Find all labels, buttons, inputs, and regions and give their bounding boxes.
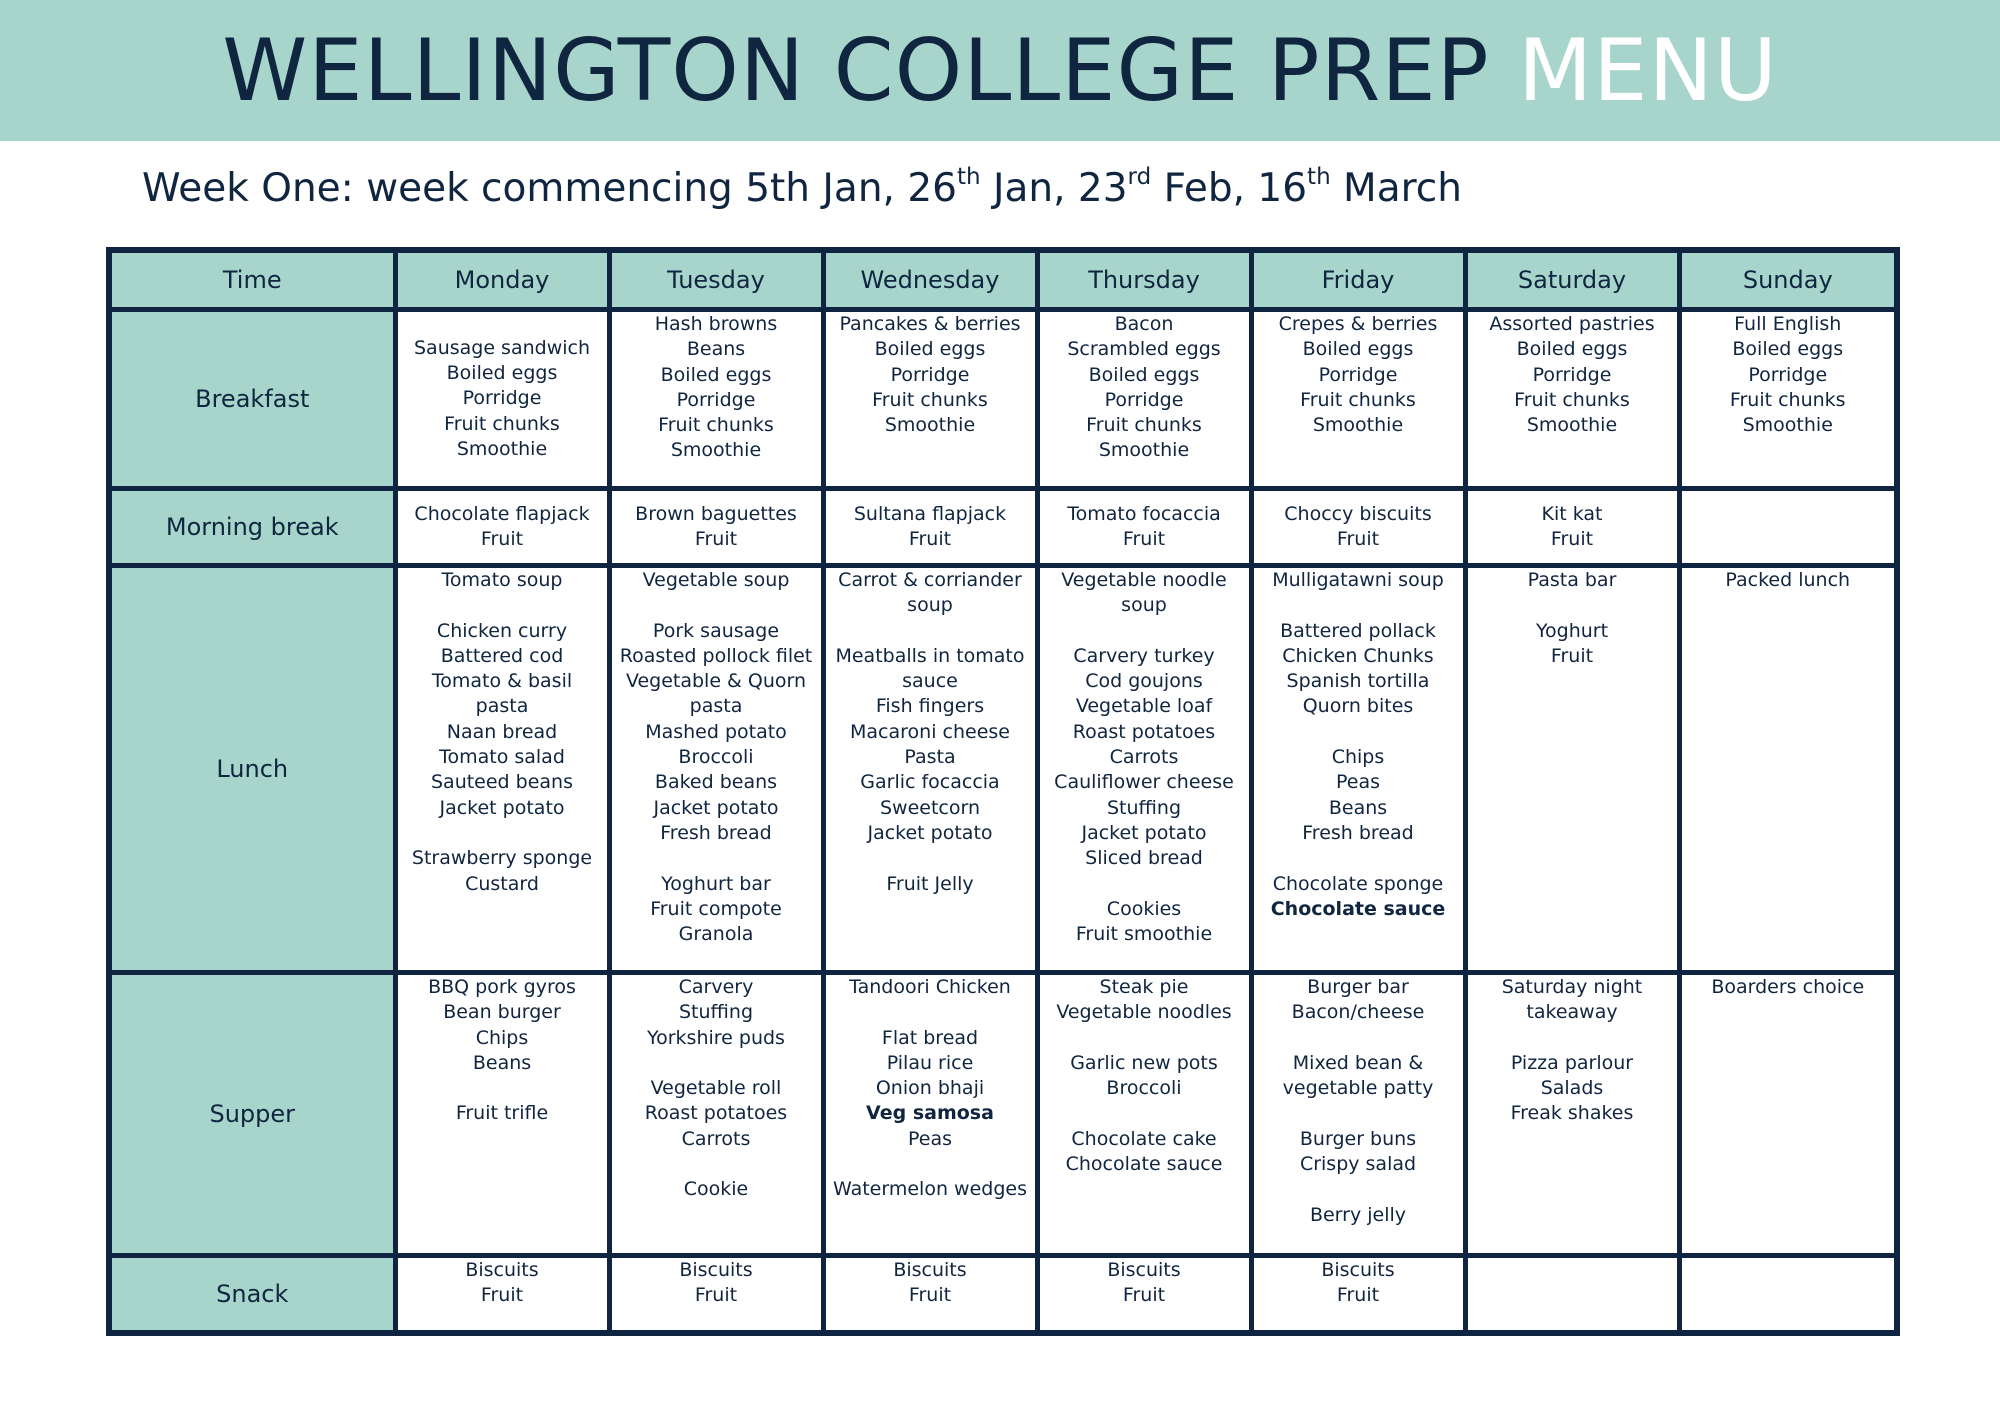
menu-item: Smoothie xyxy=(456,437,548,460)
menu-item: Fruit xyxy=(1336,1284,1380,1307)
menu-item: Biscuits xyxy=(1107,1259,1181,1281)
menu-item: Vegetable & Quorn xyxy=(625,670,807,693)
menu-item: Fruit Jelly xyxy=(886,872,974,895)
menu-item: Porridge xyxy=(1318,363,1398,386)
menu-item: Boiled eggs xyxy=(1732,338,1844,361)
menu-item xyxy=(826,1000,1035,1025)
menu-item: Bacon/cheese xyxy=(1291,1001,1425,1024)
week-subtitle xyxy=(142,166,1462,211)
menu-item: Custard xyxy=(465,872,539,895)
title-main: WELLINGTON COLLEGE PREP xyxy=(222,20,1518,121)
menu-item: Boarders choice xyxy=(1711,976,1865,998)
menu-item: Peas xyxy=(907,1127,952,1150)
menu-item xyxy=(1254,1177,1463,1202)
menu-item: Boiled eggs xyxy=(1302,338,1414,361)
menu-item: Pork sausage xyxy=(652,619,780,642)
menu-item xyxy=(398,593,607,618)
menu-item xyxy=(1254,720,1463,745)
menu-item: takeaway xyxy=(1526,1001,1618,1024)
menu-row-lunch xyxy=(109,566,1897,973)
menu-item: Mixed bean & xyxy=(1292,1051,1424,1074)
menu-item: sauce xyxy=(902,670,958,693)
menu-item: Stuffing xyxy=(678,1001,754,1024)
menu-item xyxy=(1468,593,1677,618)
menu-item: Beans xyxy=(1328,796,1388,819)
menu-item: Carvery turkey xyxy=(1073,644,1215,667)
menu-item: Salads xyxy=(1540,1077,1604,1100)
menu-item: Vegetable noodle xyxy=(1061,569,1227,591)
menu-item: Hash browns xyxy=(654,313,778,335)
menu-item: Biscuits xyxy=(1321,1259,1395,1281)
row-label: Lunch xyxy=(109,566,395,973)
menu-item xyxy=(612,846,821,871)
menu-item: Boiled eggs xyxy=(660,363,772,386)
menu-item: Yoghurt bar xyxy=(661,872,771,895)
menu-item: Fruit compote xyxy=(650,897,782,920)
menu-item: Chicken curry xyxy=(436,619,568,642)
header-saturday: Saturday xyxy=(1465,250,1679,310)
menu-item: Smoothie xyxy=(884,414,976,437)
menu-cell xyxy=(823,973,1037,1256)
menu-item: Fruit chunks xyxy=(1514,388,1630,411)
menu-item: Full English xyxy=(1734,313,1842,335)
menu-item: Tomato soup xyxy=(441,569,563,591)
menu-item xyxy=(1040,1026,1249,1051)
menu-item: Beans xyxy=(686,338,746,361)
subtitle-sup-3: th xyxy=(1307,164,1331,190)
menu-item: Roast potatoes xyxy=(1072,720,1216,743)
menu-item: soup xyxy=(907,594,953,617)
menu-item: Choccy biscuits xyxy=(1284,502,1432,525)
menu-cell xyxy=(395,489,609,566)
subtitle-lead: Week One: week commencing 5th Jan, 26 xyxy=(142,166,957,211)
menu-item: Crepes & berries xyxy=(1278,313,1438,335)
menu-item: Porridge xyxy=(1532,363,1612,386)
menu-item: Sauteed beans xyxy=(430,771,573,794)
menu-cell xyxy=(1037,566,1251,973)
menu-item: Fruit xyxy=(694,528,738,550)
header-time: Time xyxy=(109,250,395,310)
menu-item: Naan bread xyxy=(446,720,558,743)
menu-item: Fruit chunks xyxy=(1086,414,1202,437)
menu-item: Veg samosa xyxy=(866,1102,994,1125)
menu-item: Fruit xyxy=(908,528,952,550)
menu-item: Porridge xyxy=(462,387,542,410)
menu-item xyxy=(1468,1026,1677,1051)
menu-item: Chocolate flapjack xyxy=(414,502,590,525)
menu-item: Pancakes & berries xyxy=(839,313,1021,335)
header-row xyxy=(109,250,1897,310)
menu-item: Vegetable soup xyxy=(642,569,790,591)
menu-item: Fruit xyxy=(908,1284,952,1307)
menu-item: Boiled eggs xyxy=(874,338,986,361)
menu-item: Biscuits xyxy=(465,1259,539,1281)
menu-cell xyxy=(1251,310,1465,489)
menu-item: Fruit trifle xyxy=(455,1102,549,1125)
menu-item xyxy=(1040,1101,1249,1126)
menu-item: Smoothie xyxy=(670,439,762,462)
menu-item: Fruit chunks xyxy=(658,414,774,437)
menu-item: Mashed potato xyxy=(645,720,787,743)
header-wednesday: Wednesday xyxy=(823,250,1037,310)
menu-item: Fish fingers xyxy=(875,695,985,718)
menu-row-morning-break xyxy=(109,489,1897,566)
menu-item: Pasta bar xyxy=(1527,569,1617,591)
menu-item: Jacket potato xyxy=(653,796,779,819)
menu-item: Cookies xyxy=(1106,897,1182,920)
menu-cell xyxy=(1465,973,1679,1256)
menu-item: Peas xyxy=(1335,771,1380,794)
menu-cell xyxy=(823,489,1037,566)
menu-item: Roasted pollock filet xyxy=(619,644,813,667)
menu-item: Battered pollack xyxy=(1280,619,1436,642)
menu-item xyxy=(1254,1026,1463,1051)
menu-item: Cod goujons xyxy=(1085,670,1203,693)
menu-item xyxy=(1040,872,1249,897)
menu-item: Smoothie xyxy=(1742,414,1833,437)
page-title xyxy=(222,21,1778,121)
menu-item: Fruit chunks xyxy=(1300,388,1416,411)
menu-item: Boiled eggs xyxy=(1516,338,1628,361)
menu-cell xyxy=(395,310,609,489)
menu-item: Smoothie xyxy=(1098,439,1190,462)
menu-item: Pilau rice xyxy=(886,1051,974,1074)
menu-item: Meatballs in tomato xyxy=(835,644,1025,667)
menu-table xyxy=(106,247,1900,1336)
menu-item: Chocolate cake xyxy=(1071,1127,1217,1150)
menu-cell xyxy=(823,566,1037,973)
menu-item xyxy=(826,846,1035,871)
menu-item: Berry jelly xyxy=(1309,1203,1407,1226)
menu-item: Porridge xyxy=(1748,363,1828,386)
menu-item: Fruit xyxy=(1550,644,1594,667)
menu-cell xyxy=(1679,566,1897,973)
menu-cell xyxy=(609,310,823,489)
menu-cell xyxy=(1251,566,1465,973)
menu-item: Fruit xyxy=(1550,528,1594,550)
menu-item: Biscuits xyxy=(679,1259,753,1281)
subtitle-sup-2: rd xyxy=(1127,164,1152,190)
menu-item: Strawberry sponge xyxy=(411,847,593,870)
menu-cell xyxy=(1465,489,1679,566)
menu-item: Fruit xyxy=(1336,528,1380,550)
header-monday: Monday xyxy=(395,250,609,310)
menu-item: Spanish tortilla xyxy=(1286,670,1430,693)
menu-item: Boiled eggs xyxy=(1088,363,1200,386)
menu-item: Macaroni cheese xyxy=(850,720,1010,743)
menu-item: Chocolate sponge xyxy=(1272,872,1444,895)
menu-item xyxy=(1254,1101,1463,1126)
menu-item: Vegetable loaf xyxy=(1075,695,1213,718)
menu-item: Yoghurt xyxy=(1535,619,1609,642)
menu-item: pasta xyxy=(475,695,529,718)
menu-cell xyxy=(609,973,823,1256)
menu-item: Garlic new pots xyxy=(1070,1051,1218,1074)
menu-item: Chips xyxy=(1331,746,1385,769)
menu-cell xyxy=(1251,1256,1465,1333)
menu-cell xyxy=(1037,1256,1251,1333)
menu-item: Granola xyxy=(678,923,754,946)
title-accent: MENU xyxy=(1517,20,1778,121)
menu-item: Fruit chunks xyxy=(444,412,560,435)
menu-item: Carvery xyxy=(678,976,754,998)
header-thursday: Thursday xyxy=(1037,250,1251,310)
menu-item: Bean burger xyxy=(443,1001,561,1024)
menu-cell xyxy=(1251,973,1465,1256)
menu-item: Crispy salad xyxy=(1299,1153,1417,1176)
menu-cell xyxy=(1465,310,1679,489)
menu-item: Chicken Chunks xyxy=(1282,644,1434,667)
menu-item: Assorted pastries xyxy=(1489,313,1655,335)
menu-cell xyxy=(1679,973,1897,1256)
menu-item: Fresh bread xyxy=(1302,821,1414,844)
menu-cell xyxy=(395,566,609,973)
header-tuesday: Tuesday xyxy=(609,250,823,310)
header-friday: Friday xyxy=(1251,250,1465,310)
menu-item: Broccoli xyxy=(678,746,754,769)
menu-item: Smoothie xyxy=(1526,414,1618,437)
row-label: Supper xyxy=(109,973,395,1256)
menu-item: Pasta xyxy=(904,746,956,769)
menu-item: Stuffing xyxy=(1106,796,1182,819)
menu-item: Fruit chunks xyxy=(872,388,988,411)
menu-item xyxy=(1254,846,1463,871)
menu-item: Sweetcorn xyxy=(879,796,981,819)
menu-item xyxy=(1040,619,1249,644)
menu-item: Carrots xyxy=(1109,746,1179,769)
menu-item xyxy=(826,619,1035,644)
subtitle-part-4: March xyxy=(1330,166,1462,211)
menu-cell xyxy=(1251,489,1465,566)
menu-cell xyxy=(1037,310,1251,489)
menu-item: Flat bread xyxy=(881,1026,979,1049)
menu-cell xyxy=(1679,310,1897,489)
menu-item: Freak shakes xyxy=(1510,1102,1634,1125)
menu-row-snack xyxy=(109,1256,1897,1333)
menu-item: Tomato salad xyxy=(439,746,565,769)
menu-cell xyxy=(1037,489,1251,566)
menu-item: Sultana flapjack xyxy=(853,502,1007,525)
menu-item: Fruit xyxy=(694,1284,738,1307)
menu-item: BBQ pork gyros xyxy=(428,976,576,998)
menu-row-breakfast xyxy=(109,310,1897,489)
menu-item: Boiled eggs xyxy=(446,362,558,385)
menu-item: Tomato focaccia xyxy=(1067,502,1221,525)
menu-cell xyxy=(823,310,1037,489)
menu-cell xyxy=(395,973,609,1256)
menu-cell xyxy=(1679,489,1897,566)
menu-item: Fruit xyxy=(480,1284,524,1307)
menu-item: Fruit xyxy=(480,528,524,550)
menu-item: Roast potatoes xyxy=(644,1102,788,1125)
menu-item xyxy=(826,1152,1035,1177)
menu-item: Sliced bread xyxy=(1085,847,1203,870)
menu-cell xyxy=(1465,1256,1679,1333)
menu-item: Chocolate sauce xyxy=(1065,1153,1223,1176)
menu-item: Burger bar xyxy=(1307,976,1409,998)
menu-item: Burger buns xyxy=(1299,1127,1417,1150)
menu-item: soup xyxy=(1121,594,1167,617)
menu-item: Watermelon wedges xyxy=(833,1178,1027,1201)
menu-item: Broccoli xyxy=(1106,1077,1182,1100)
menu-item: Sausage sandwich xyxy=(413,336,591,359)
menu-item: Carrot & corriander xyxy=(838,569,1022,591)
menu-item: Garlic focaccia xyxy=(860,771,1000,794)
menu-item: Biscuits xyxy=(893,1259,967,1281)
menu-item: Tomato & basil xyxy=(431,670,573,693)
menu-cell xyxy=(1465,566,1679,973)
menu-item: Beans xyxy=(472,1051,532,1074)
menu-item: Quorn bites xyxy=(1302,695,1414,718)
menu-item: Jacket potato xyxy=(1081,821,1207,844)
menu-item: Vegetable noodles xyxy=(1056,1001,1232,1024)
menu-cell xyxy=(823,1256,1037,1333)
menu-item xyxy=(398,1076,607,1101)
menu-item: Porridge xyxy=(1104,388,1184,411)
menu-item xyxy=(612,593,821,618)
menu-cell xyxy=(609,566,823,973)
menu-item: Yorkshire puds xyxy=(647,1026,785,1049)
menu-item: Tandoori Chicken xyxy=(849,976,1011,998)
menu-cell xyxy=(1037,973,1251,1256)
menu-item: Battered cod xyxy=(440,644,564,667)
row-label: Morning break xyxy=(109,489,395,566)
menu-item: Onion bhaji xyxy=(875,1077,985,1100)
header-banner xyxy=(0,0,2000,141)
menu-item: Brown baguettes xyxy=(635,502,797,525)
menu-item: Vegetable roll xyxy=(650,1077,782,1100)
menu-item: Bacon xyxy=(1114,313,1174,335)
menu-item xyxy=(612,1051,821,1076)
menu-item: Fresh bread xyxy=(660,821,772,844)
menu-cell xyxy=(395,1256,609,1333)
menu-item: Kit kat xyxy=(1541,502,1603,525)
menu-item: Saturday night xyxy=(1501,976,1643,998)
menu-item: Scrambled eggs xyxy=(1067,338,1221,361)
menu-item xyxy=(612,1152,821,1177)
menu-item: Baked beans xyxy=(654,771,778,794)
subtitle-part-3: Feb, 16 xyxy=(1151,166,1308,211)
menu-cell xyxy=(609,489,823,566)
menu-item: Smoothie xyxy=(1312,414,1404,437)
menu-item xyxy=(398,821,607,846)
menu-item: Carrots xyxy=(681,1127,751,1150)
menu-item: Chocolate sauce xyxy=(1270,897,1446,920)
row-label: Breakfast xyxy=(109,310,395,489)
menu-item: vegetable patty xyxy=(1282,1077,1434,1100)
menu-cell xyxy=(609,1256,823,1333)
menu-item: Jacket potato xyxy=(439,796,565,819)
menu-item: Pizza parlour xyxy=(1510,1051,1634,1074)
menu-item xyxy=(1254,593,1463,618)
menu-item: Fruit xyxy=(1122,528,1166,550)
menu-item: pasta xyxy=(689,695,743,718)
menu-item: Chips xyxy=(475,1026,529,1049)
menu-item: Cookie xyxy=(683,1178,749,1201)
menu-item: Packed lunch xyxy=(1725,569,1851,591)
menu-item: Porridge xyxy=(890,363,970,386)
menu-item: Fruit smoothie xyxy=(1075,923,1213,946)
row-label: Snack xyxy=(109,1256,395,1333)
subtitle-sup-1: th xyxy=(956,164,981,190)
header-sunday: Sunday xyxy=(1679,250,1897,310)
menu-item: Steak pie xyxy=(1099,976,1189,998)
menu-cell xyxy=(1679,1256,1897,1333)
menu-row-supper xyxy=(109,973,1897,1256)
menu-item: Fruit chunks xyxy=(1729,388,1846,411)
subtitle-part-2: Jan, 23 xyxy=(980,166,1128,211)
menu-item: Mulligatawni soup xyxy=(1272,569,1444,591)
menu-item: Fruit xyxy=(1122,1284,1166,1307)
menu-item: Porridge xyxy=(676,388,756,411)
menu-item: Jacket potato xyxy=(867,821,993,844)
menu-item: Cauliflower cheese xyxy=(1054,771,1234,794)
